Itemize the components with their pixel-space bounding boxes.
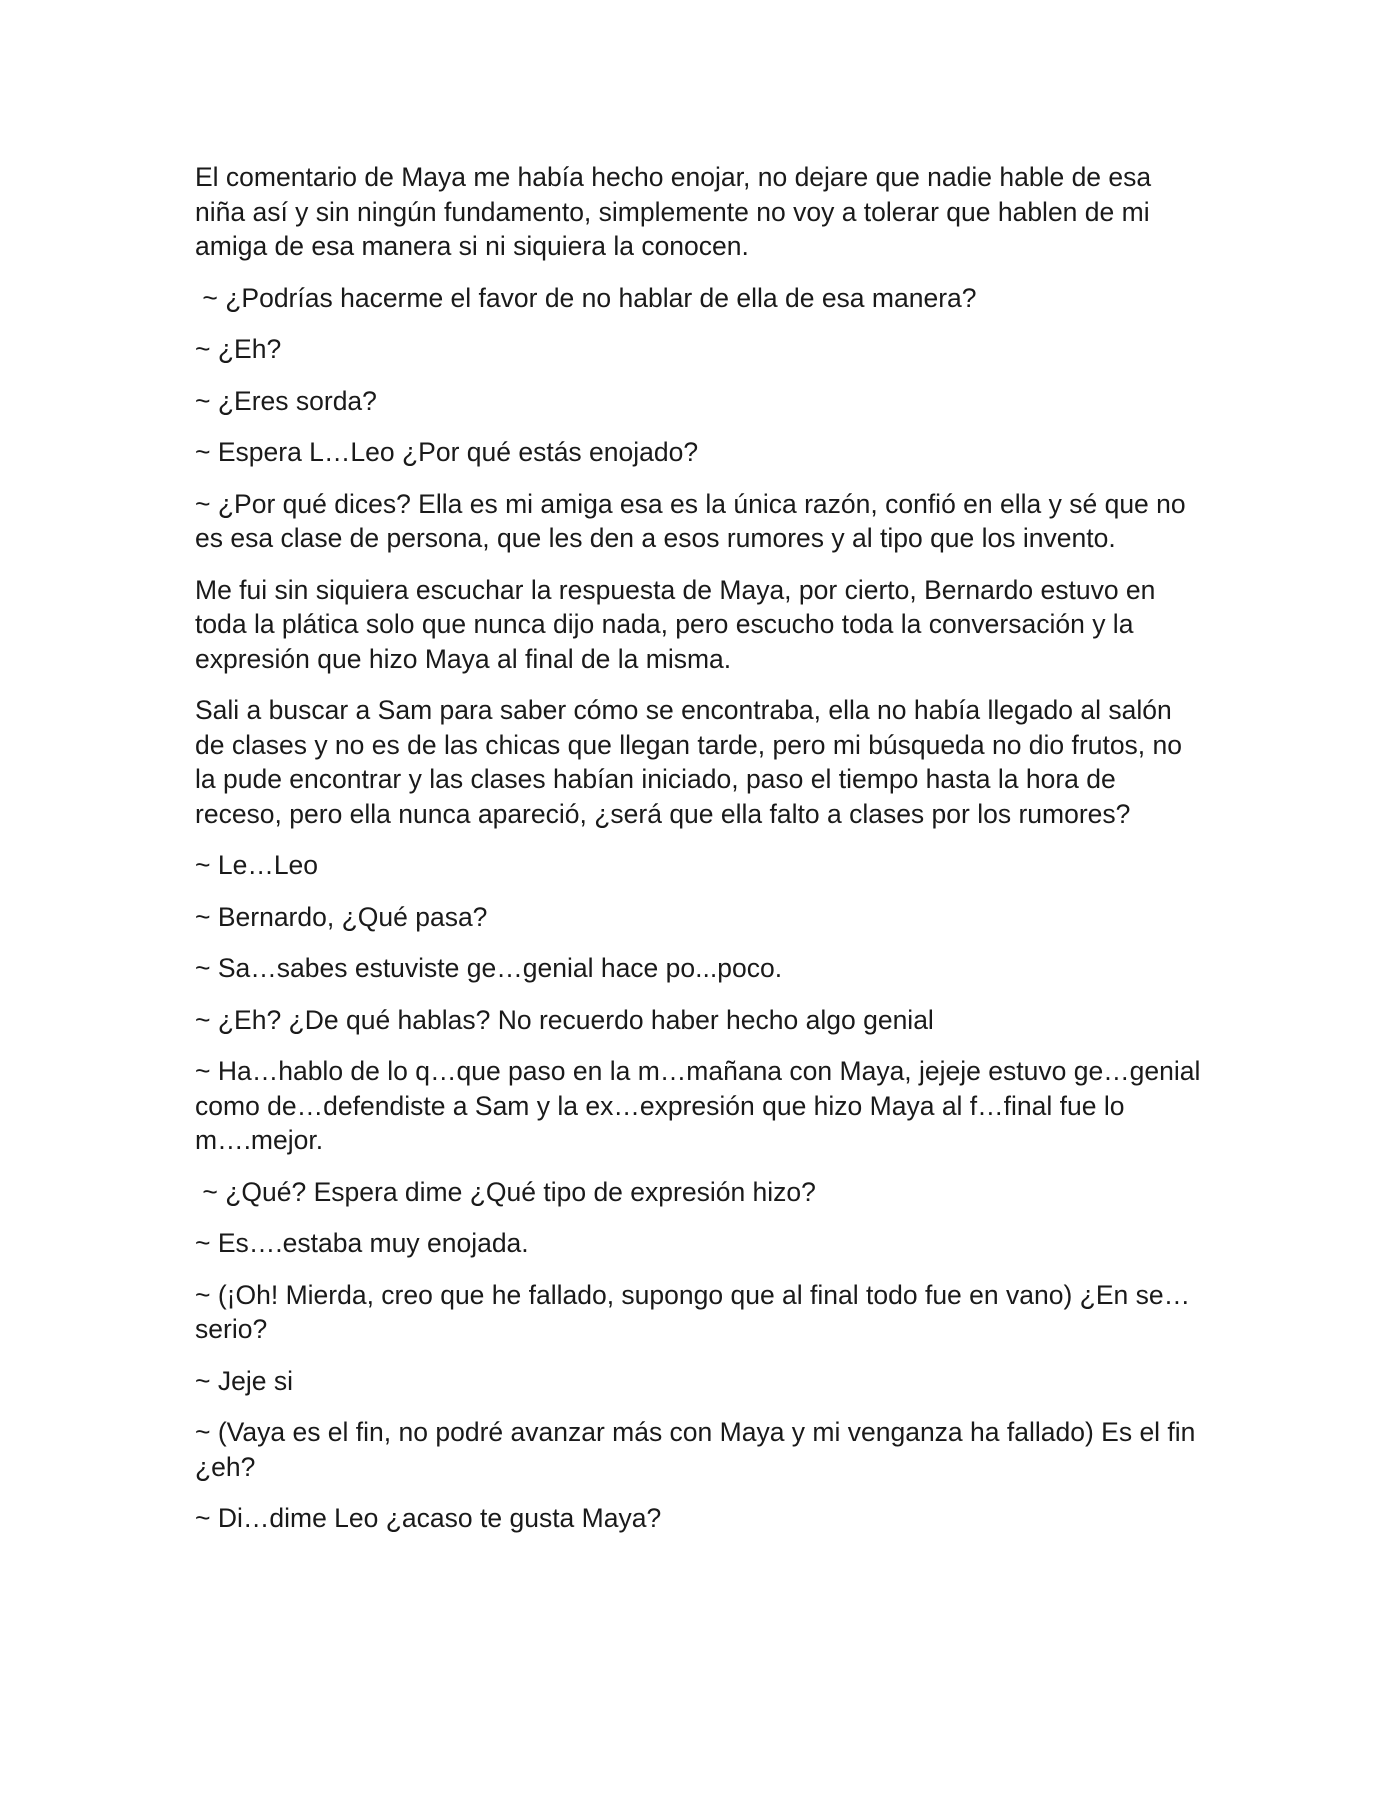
dialogue-line: ~ (¡Oh! Mierda, creo que he fallado, supongo que al final todo fue en vano) ¿En se…serio? [195,1279,1191,1344]
document-page [195,160,1208,1553]
dialogue-line: ~ ¿Podrías hacerme el favor de no hablar de ella de esa manera? [195,282,977,313]
narration-paragraph: Sali a buscar a Sam para saber cómo se encontraba, ella no había llegado al salón de clases y no es de las chicas que llegan tarde, pero mi búsqueda no dio frutos, no la pude encontrar y las clases habían iniciado, paso el tiempo hasta la hora de receso, pero ella nunca apareció, ¿será que ella falto a clases por los rumores? [195,695,1190,829]
dialogue-line: ~ Di…dime Leo ¿acaso te gusta Maya? [195,1503,662,1533]
dialogue-line: ~ Sa…sabes estuviste ge…genial hace po...poco. [195,953,783,983]
dialogue-line: ~ Espera L…Leo ¿Por qué estás enojado? [195,437,699,467]
dialogue-line: ~ Ha…hablo de lo q…que paso en la m…mañana con Maya, jejeje estuvo ge…genial como de…defendiste a Sam y la ex…expresión que hizo Maya al f…final fue lo m….mejor. [195,1056,1208,1155]
dialogue-line: ~ (Vaya es el fin, no podré avanzar más con Maya y mi venganza ha fallado) Es el fin ¿eh? [195,1417,1203,1482]
dialogue-line: ~ ¿Qué? Espera dime ¿Qué tipo de expresión hizo? [195,1176,816,1207]
dialogue-line: ~ ¿Por qué dices? Ella es mi amiga esa es la única razón, confió en ella y sé que no es esa clase de persona, que les den a esos rumores y al tipo que los invento. [195,488,1194,553]
narration-paragraph: El comentario de Maya me había hecho enojar, no dejare que nadie hable de esa niña así y sin ningún fundamento, simplemente no voy a tolerar que hablen de mi amiga de esa manera si ni siquiera la conocen. [195,162,1159,261]
dialogue-line: ~ Bernardo, ¿Qué pasa? [195,901,488,932]
dialogue-line: ~ Jeje si [195,1365,293,1396]
dialogue-line: ~ ¿Eh? [195,334,282,364]
dialogue-line: ~ ¿Eh? ¿De qué hablas? No recuerdo haber hecho algo genial [195,1004,934,1035]
narration-paragraph: Me fui sin siquiera escuchar la respuesta de Maya, por cierto, Bernardo estuvo en toda la plática solo que nunca dijo nada, pero escucho toda la conversación y la expresión que hizo Maya al final de la misma. [195,574,1163,674]
dialogue-line: ~ ¿Eres sorda? [195,385,377,416]
dialogue-line: ~ Le…Leo [195,850,319,880]
dialogue-line: ~ Es….estaba muy enojada. [195,1228,529,1258]
